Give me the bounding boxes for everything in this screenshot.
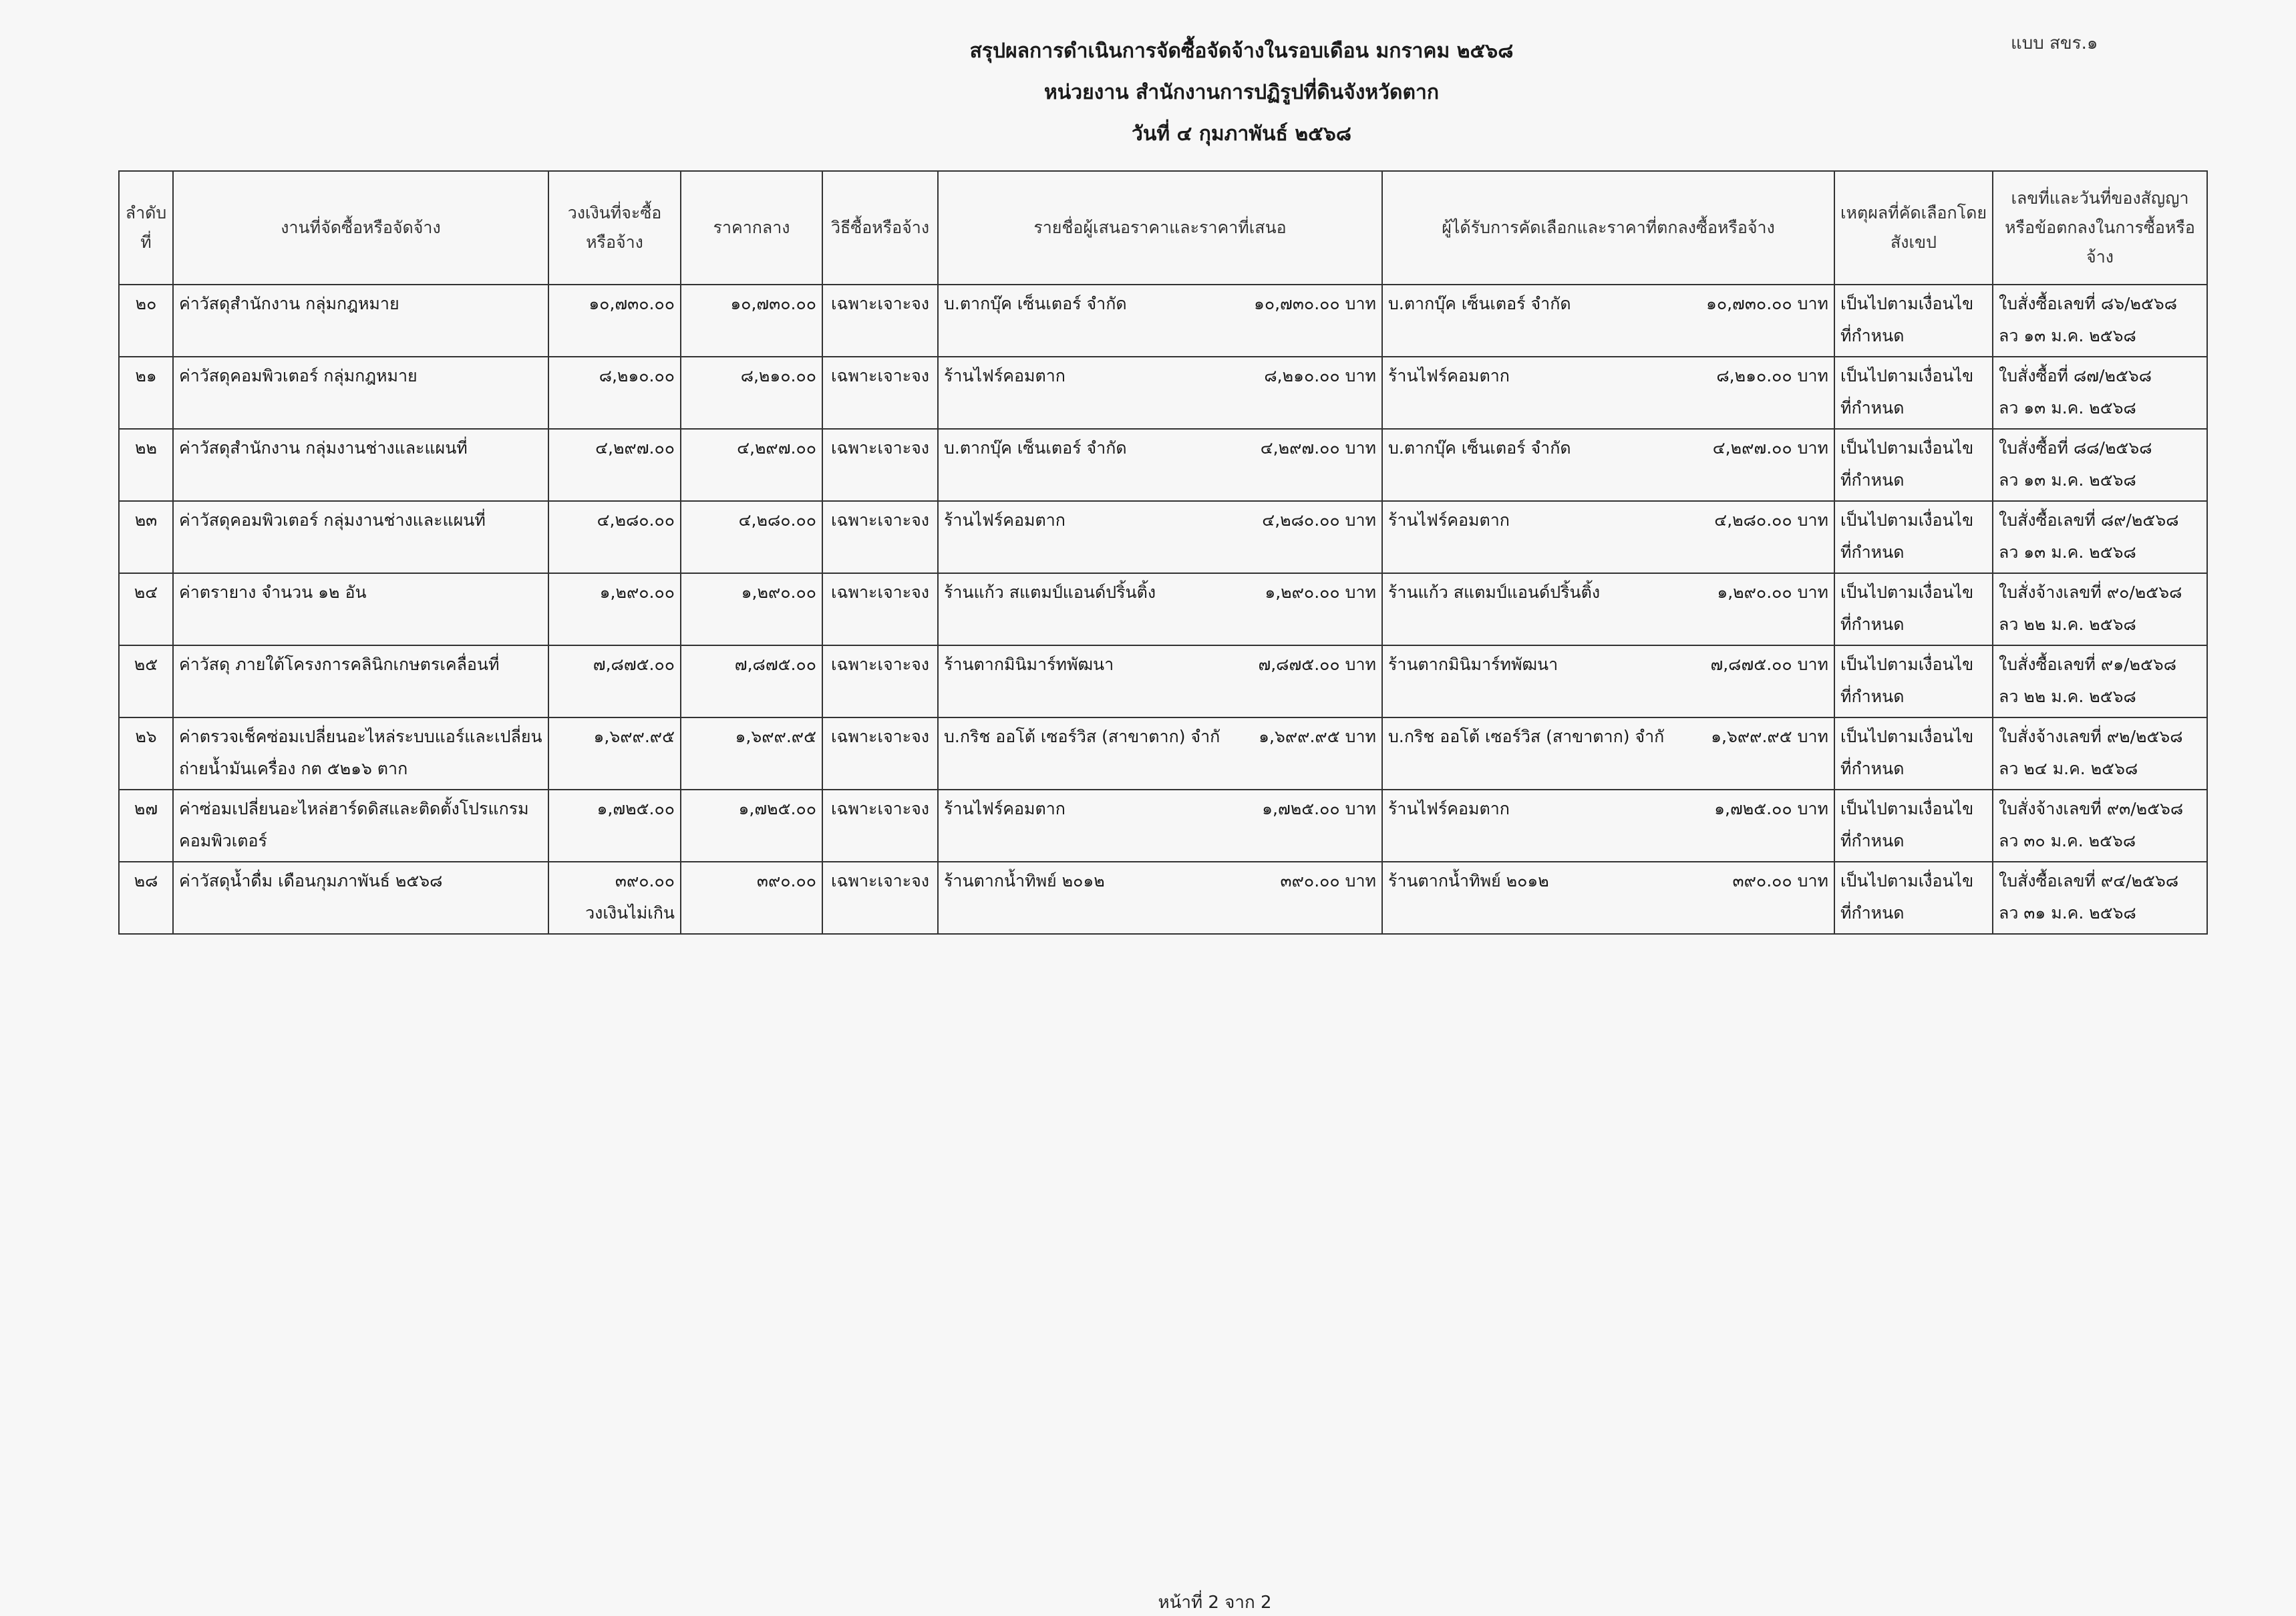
method-cell: เฉพาะเจาะจง: [822, 429, 938, 501]
item-text: คอมพิวเตอร์: [179, 831, 267, 850]
ref-price-cell: [681, 573, 822, 645]
winner-name: บ.ตากบุ๊ค เซ็นเตอร์ จำกัด: [1388, 294, 1571, 313]
offer-name: ร้านตากน้ำทิพย์ ๒๐๑๒: [944, 871, 1105, 891]
offer-name: บ.ตากบุ๊ค เซ็นเตอร์ จำกัด: [944, 294, 1127, 313]
offer-name: บ.กริช ออโต้ เซอร์วิส (สาขาตาก) จำกั: [944, 727, 1220, 746]
contract-cell: [1993, 501, 2207, 573]
item-text: ค่าซ่อมเปลี่ยนอะไหล่ฮาร์ดดิสและติดตั้งโปรแกรม: [179, 799, 529, 818]
header-contract: เลขที่และวันที่ของสัญญาหรือข้อตกลงในการซื้อหรือจ้าง: [1993, 171, 2207, 285]
contract-cell: [1993, 285, 2207, 357]
winner-pair: [1388, 649, 1828, 681]
table-row: [119, 862, 2207, 934]
header-ref-price: ราคากลาง: [681, 171, 822, 285]
budget-cell: [548, 501, 681, 573]
method-cell: เฉพาะเจาะจง: [822, 862, 938, 934]
ref-price-text: ๓๙๐.๐๐: [756, 871, 816, 891]
winner-amount: ๓๙๐.๐๐ บาท: [1732, 871, 1828, 891]
table-row: [119, 790, 2207, 862]
budget-text: ๗,๘๗๕.๐๐: [593, 655, 675, 674]
item-text: ถ่ายน้ำมันเครื่อง กต ๕๒๑๖ ตาก: [179, 759, 408, 778]
item-text: ค่าวัสดุสำนักงาน กลุ่มกฎหมาย: [179, 294, 399, 313]
contract-text: ลว ๒๔ ม.ค. ๒๕๖๘: [1999, 759, 2138, 778]
ref-price-cell: [681, 429, 822, 501]
header-budget: วงเงินที่จะซื้อหรือจ้าง: [548, 171, 681, 285]
offer-cell: [938, 429, 1382, 501]
winner-amount: ๑,๒๙๐.๐๐ บาท: [1717, 583, 1828, 602]
winner-cell: [1382, 645, 1834, 717]
item-text: ค่าวัสดุสำนักงาน กลุ่มงานช่างและแผนที่: [179, 438, 468, 458]
row-number: ๒๒: [119, 429, 173, 501]
header-item: งานที่จัดซื้อหรือจัดจ้าง: [173, 171, 548, 285]
winner-name: ร้านไฟร์คอมตาก: [1388, 799, 1510, 818]
method-cell: เฉพาะเจาะจง: [822, 285, 938, 357]
reason-cell: [1834, 717, 1993, 790]
item-text: ค่าตรวจเช็คซ่อมเปลี่ยนอะไหล่ระบบแอร์และเปลี่ยน: [179, 727, 542, 746]
method-cell: เฉพาะเจาะจง: [822, 357, 938, 429]
row-number: ๒๑: [119, 357, 173, 429]
contract-cell: [1993, 645, 2207, 717]
ref-price-cell: [681, 790, 822, 862]
reason-text: ที่กำหนด: [1840, 759, 1905, 778]
table-header-row: [119, 171, 2207, 285]
offer-cell: [938, 645, 1382, 717]
row-number: ๒๗: [119, 790, 173, 862]
offer-amount: ๑,๒๙๐.๐๐ บาท: [1265, 583, 1376, 602]
winner-name: บ.ตากบุ๊ค เซ็นเตอร์ จำกัด: [1388, 438, 1571, 458]
winner-cell: [1382, 285, 1834, 357]
winner-pair: [1388, 288, 1828, 320]
reason-cell: [1834, 285, 1993, 357]
ref-price-text: ๑,๒๙๐.๐๐: [741, 583, 816, 602]
reason-text: เป็นไปตามเงื่อนไข: [1840, 871, 1974, 891]
ref-price-cell: [681, 717, 822, 790]
ref-price-cell: [681, 285, 822, 357]
budget-cell: [548, 645, 681, 717]
contract-cell: [1993, 717, 2207, 790]
winner-cell: [1382, 862, 1834, 934]
contract-text: ใบสั่งจ้างเลขที่ ๙๐/๒๕๖๘: [1999, 583, 2182, 602]
item-cell: [173, 501, 548, 573]
winner-name: ร้านตากมินิมาร์ทพัฒนา: [1388, 655, 1559, 674]
row-number: ๒๘: [119, 862, 173, 934]
contract-text: ใบสั่งซื้อเลขที่ ๘๙/๒๕๖๘: [1999, 510, 2179, 530]
budget-text: ๔,๒๙๗.๐๐: [595, 438, 675, 458]
contract-cell: [1993, 357, 2207, 429]
page-number: หน้าที่ 2 จาก 2: [1158, 1593, 1272, 1613]
ref-price-cell: [681, 862, 822, 934]
winner-pair: [1388, 432, 1828, 464]
contract-text: ลว ๑๓ ม.ค. ๒๕๖๘: [1999, 542, 2136, 562]
reason-text: ที่กำหนด: [1840, 831, 1905, 850]
item-cell: [173, 357, 548, 429]
contract-text: ลว ๒๒ ม.ค. ๒๕๖๘: [1999, 615, 2136, 634]
offer-pair: [944, 504, 1376, 536]
contract-text: ใบสั่งซื้อเลขที่ ๙๔/๒๕๖๘: [1999, 871, 2179, 891]
offer-amount: ๑,๖๙๙.๙๕ บาท: [1259, 727, 1376, 746]
reason-text: เป็นไปตามเงื่อนไข: [1840, 655, 1974, 674]
winner-pair: [1388, 793, 1828, 825]
offer-pair: [944, 432, 1376, 464]
budget-cell: [548, 717, 681, 790]
contract-text: ลว ๓๐ ม.ค. ๒๕๖๘: [1999, 831, 2136, 850]
offer-pair: [944, 649, 1376, 681]
title-line-2: หน่วยงาน สำนักงานการปฏิรูปที่ดินจังหวัดตาก: [1043, 81, 1440, 104]
offer-cell: [938, 501, 1382, 573]
table-body: [119, 285, 2207, 934]
budget-text: ๑,๗๒๕.๐๐: [597, 799, 675, 818]
contract-text: ลว ๑๓ ม.ค. ๒๕๖๘: [1999, 470, 2136, 490]
ref-price-cell: [681, 357, 822, 429]
reason-text: ที่กำหนด: [1840, 687, 1905, 706]
reason-cell: [1834, 645, 1993, 717]
winner-name: บ.กริช ออโต้ เซอร์วิส (สาขาตาก) จำกั: [1388, 727, 1665, 746]
budget-cell: [548, 429, 681, 501]
offer-name: บ.ตากบุ๊ค เซ็นเตอร์ จำกัด: [944, 438, 1127, 458]
reason-cell: [1834, 429, 1993, 501]
reason-cell: [1834, 501, 1993, 573]
contract-text: ลว ๓๑ ม.ค. ๒๕๖๘: [1999, 903, 2136, 923]
winner-cell: [1382, 501, 1834, 573]
ref-price-text: ๔,๒๘๐.๐๐: [738, 510, 816, 530]
winner-amount: ๘,๒๑๐.๐๐ บาท: [1716, 366, 1828, 385]
winner-name: ร้านไฟร์คอมตาก: [1388, 366, 1510, 385]
contract-text: ลว ๒๒ ม.ค. ๒๕๖๘: [1999, 687, 2136, 706]
offer-cell: [938, 357, 1382, 429]
reason-text: ที่กำหนด: [1840, 542, 1905, 562]
ref-price-text: ๑,๗๒๕.๐๐: [738, 799, 816, 818]
method-cell: เฉพาะเจาะจง: [822, 573, 938, 645]
reason-text: เป็นไปตามเงื่อนไข: [1840, 438, 1974, 458]
contract-text: ใบสั่งจ้างเลขที่ ๙๒/๒๕๖๘: [1999, 727, 2183, 746]
item-cell: [173, 862, 548, 934]
contract-cell: [1993, 573, 2207, 645]
row-number: ๒๖: [119, 717, 173, 790]
contract-cell: [1993, 790, 2207, 862]
header-offers: รายชื่อผู้เสนอราคาและราคาที่เสนอ: [938, 171, 1382, 285]
budget-text: วงเงินไม่เกิน: [585, 903, 675, 923]
winner-pair: [1388, 504, 1828, 536]
reason-text: ที่กำหนด: [1840, 326, 1905, 345]
ref-price-cell: [681, 501, 822, 573]
winner-cell: [1382, 357, 1834, 429]
offer-pair: [944, 288, 1376, 320]
offer-cell: [938, 862, 1382, 934]
winner-cell: [1382, 717, 1834, 790]
reason-cell: [1834, 573, 1993, 645]
offer-pair: [944, 577, 1376, 609]
contract-text: ลว ๑๓ ม.ค. ๒๕๖๘: [1999, 326, 2136, 345]
table-row: [119, 573, 2207, 645]
offer-pair: [944, 865, 1376, 897]
offer-amount: ๔,๒๙๗.๐๐ บาท: [1260, 438, 1376, 458]
method-cell: เฉพาะเจาะจง: [822, 790, 938, 862]
reason-text: เป็นไปตามเงื่อนไข: [1840, 294, 1974, 313]
reason-cell: [1834, 862, 1993, 934]
reason-text: เป็นไปตามเงื่อนไข: [1840, 727, 1974, 746]
item-cell: [173, 429, 548, 501]
item-cell: [173, 790, 548, 862]
item-cell: [173, 285, 548, 357]
offer-amount: ๓๙๐.๐๐ บาท: [1280, 871, 1376, 891]
winner-name: ร้านไฟร์คอมตาก: [1388, 510, 1510, 530]
budget-text: ๑,๖๙๙.๙๕: [593, 727, 675, 746]
title-line-1: สรุปผลการดำเนินการจัดซื้อจัดจ้างในรอบเดือน มกราคม ๒๕๖๘: [969, 39, 1514, 63]
header-no: ลำดับ ที่: [119, 171, 173, 285]
winner-pair: [1388, 865, 1828, 897]
row-number: ๒๐: [119, 285, 173, 357]
budget-text: ๔,๒๘๐.๐๐: [597, 510, 675, 530]
winner-name: ร้านแก้ว สแตมป์แอนด์ปริ้นติ้ง: [1388, 583, 1601, 602]
reason-text: เป็นไปตามเงื่อนไข: [1840, 510, 1974, 530]
contract-text: ใบสั่งซื้อเลขที่ ๙๑/๒๕๖๘: [1999, 655, 2177, 674]
title-line-3: วันที่ ๔ กุมภาพันธ์ ๒๕๖๘: [1132, 122, 1351, 146]
reason-text: ที่กำหนด: [1840, 615, 1905, 634]
item-cell: [173, 573, 548, 645]
header-winner: ผู้ได้รับการคัดเลือกและราคาที่ตกลงซื้อหรือจ้าง: [1382, 171, 1834, 285]
budget-cell: [548, 285, 681, 357]
budget-cell: [548, 357, 681, 429]
row-number: ๒๔: [119, 573, 173, 645]
document-title: [0, 31, 2296, 155]
winner-amount: ๑๐,๗๓๐.๐๐ บาท: [1705, 294, 1828, 313]
offer-amount: ๑,๗๒๕.๐๐ บาท: [1262, 799, 1376, 818]
contract-text: ใบสั่งซื้อเลขที่ ๘๖/๒๕๖๘: [1999, 294, 2178, 313]
offer-pair: [944, 721, 1376, 753]
contract-cell: [1993, 862, 2207, 934]
table-row: [119, 645, 2207, 717]
ref-price-text: ๑,๖๙๙.๙๕: [735, 727, 816, 746]
table-row: [119, 717, 2207, 790]
reason-cell: [1834, 357, 1993, 429]
winner-amount: ๔,๒๘๐.๐๐ บาท: [1714, 510, 1828, 530]
winner-pair: [1388, 360, 1828, 392]
budget-cell: [548, 573, 681, 645]
reason-text: เป็นไปตามเงื่อนไข: [1840, 799, 1974, 818]
budget-cell: [548, 862, 681, 934]
row-number: ๒๕: [119, 645, 173, 717]
header-method: วิธีซื้อหรือจ้าง: [822, 171, 938, 285]
table-row: [119, 429, 2207, 501]
item-text: ค่าวัสดุคอมพิวเตอร์ กลุ่มงานช่างและแผนที่: [179, 510, 486, 530]
budget-cell: [548, 790, 681, 862]
method-cell: เฉพาะเจาะจง: [822, 501, 938, 573]
winner-amount: ๔,๒๙๗.๐๐ บาท: [1712, 438, 1828, 458]
winner-cell: [1382, 429, 1834, 501]
offer-cell: [938, 717, 1382, 790]
offer-pair: [944, 793, 1376, 825]
item-text: ค่าวัสดุคอมพิวเตอร์ กลุ่มกฎหมาย: [179, 366, 418, 385]
contract-text: ใบสั่งซื้อที่ ๘๗/๒๕๖๘: [1999, 366, 2152, 385]
offer-name: ร้านแก้ว สแตมป์แอนด์ปริ้นติ้ง: [944, 583, 1156, 602]
offer-name: ร้านไฟร์คอมตาก: [944, 366, 1065, 385]
winner-amount: ๑,๖๙๙.๙๕ บาท: [1711, 727, 1828, 746]
offer-cell: [938, 573, 1382, 645]
item-cell: [173, 717, 548, 790]
reason-text: เป็นไปตามเงื่อนไข: [1840, 583, 1974, 602]
offer-cell: [938, 790, 1382, 862]
method-cell: เฉพาะเจาะจง: [822, 717, 938, 790]
offer-name: ร้านไฟร์คอมตาก: [944, 510, 1065, 530]
contract-text: ใบสั่งซื้อที่ ๘๘/๒๕๖๘: [1999, 438, 2152, 458]
ref-price-text: ๗,๘๗๕.๐๐: [734, 655, 816, 674]
winner-name: ร้านตากน้ำทิพย์ ๒๐๑๒: [1388, 871, 1549, 891]
winner-pair: [1388, 721, 1828, 753]
ref-price-text: ๘,๒๑๐.๐๐: [740, 366, 816, 385]
row-number: ๒๓: [119, 501, 173, 573]
item-text: ค่าวัสดุ ภายใต้โครงการคลินิกเกษตรเคลื่อนที่: [179, 655, 500, 674]
offer-pair: [944, 360, 1376, 392]
budget-text: ๓๙๐.๐๐: [615, 871, 675, 891]
ref-price-cell: [681, 645, 822, 717]
form-code: แบบ สขร.๑: [2011, 33, 2098, 53]
reason-text: เป็นไปตามเงื่อนไข: [1840, 366, 1974, 385]
offer-amount: ๔,๒๘๐.๐๐ บาท: [1262, 510, 1376, 530]
offer-name: ร้านตากมินิมาร์ทพัฒนา: [944, 655, 1114, 674]
winner-cell: [1382, 573, 1834, 645]
table-row: [119, 501, 2207, 573]
offer-amount: ๗,๘๗๕.๐๐ บาท: [1258, 655, 1376, 674]
table-row: [119, 357, 2207, 429]
item-text: ค่าวัสดุน้ำดื่ม เดือนกุมภาพันธ์ ๒๕๖๘: [179, 871, 443, 891]
offer-name: ร้านไฟร์คอมตาก: [944, 799, 1065, 818]
contract-text: ลว ๑๓ ม.ค. ๒๕๖๘: [1999, 398, 2136, 418]
reason-text: ที่กำหนด: [1840, 470, 1905, 490]
winner-amount: ๗,๘๗๕.๐๐ บาท: [1710, 655, 1828, 674]
procurement-table: [118, 170, 2208, 935]
item-cell: [173, 645, 548, 717]
ref-price-text: ๑๐,๗๓๐.๐๐: [730, 294, 816, 313]
contract-text: ใบสั่งจ้างเลขที่ ๙๓/๒๕๖๘: [1999, 799, 2184, 818]
contract-cell: [1993, 429, 2207, 501]
budget-text: ๑๐,๗๓๐.๐๐: [589, 294, 675, 313]
reason-cell: [1834, 790, 1993, 862]
budget-text: ๘,๒๑๐.๐๐: [599, 366, 675, 385]
method-cell: เฉพาะเจาะจง: [822, 645, 938, 717]
header-reason: เหตุผลที่คัดเลือกโดยสังเขป: [1834, 171, 1993, 285]
item-text: ค่าตรายาง จำนวน ๑๒ อัน: [179, 583, 367, 602]
offer-cell: [938, 285, 1382, 357]
reason-text: ที่กำหนด: [1840, 398, 1905, 418]
offer-amount: ๘,๒๑๐.๐๐ บาท: [1264, 366, 1376, 385]
table-row: [119, 285, 2207, 357]
winner-pair: [1388, 577, 1828, 609]
offer-amount: ๑๐,๗๓๐.๐๐ บาท: [1253, 294, 1376, 313]
ref-price-text: ๔,๒๙๗.๐๐: [737, 438, 816, 458]
reason-text: ที่กำหนด: [1840, 903, 1905, 923]
winner-amount: ๑,๗๒๕.๐๐ บาท: [1714, 799, 1828, 818]
winner-cell: [1382, 790, 1834, 862]
budget-text: ๑,๒๙๐.๐๐: [599, 583, 675, 602]
